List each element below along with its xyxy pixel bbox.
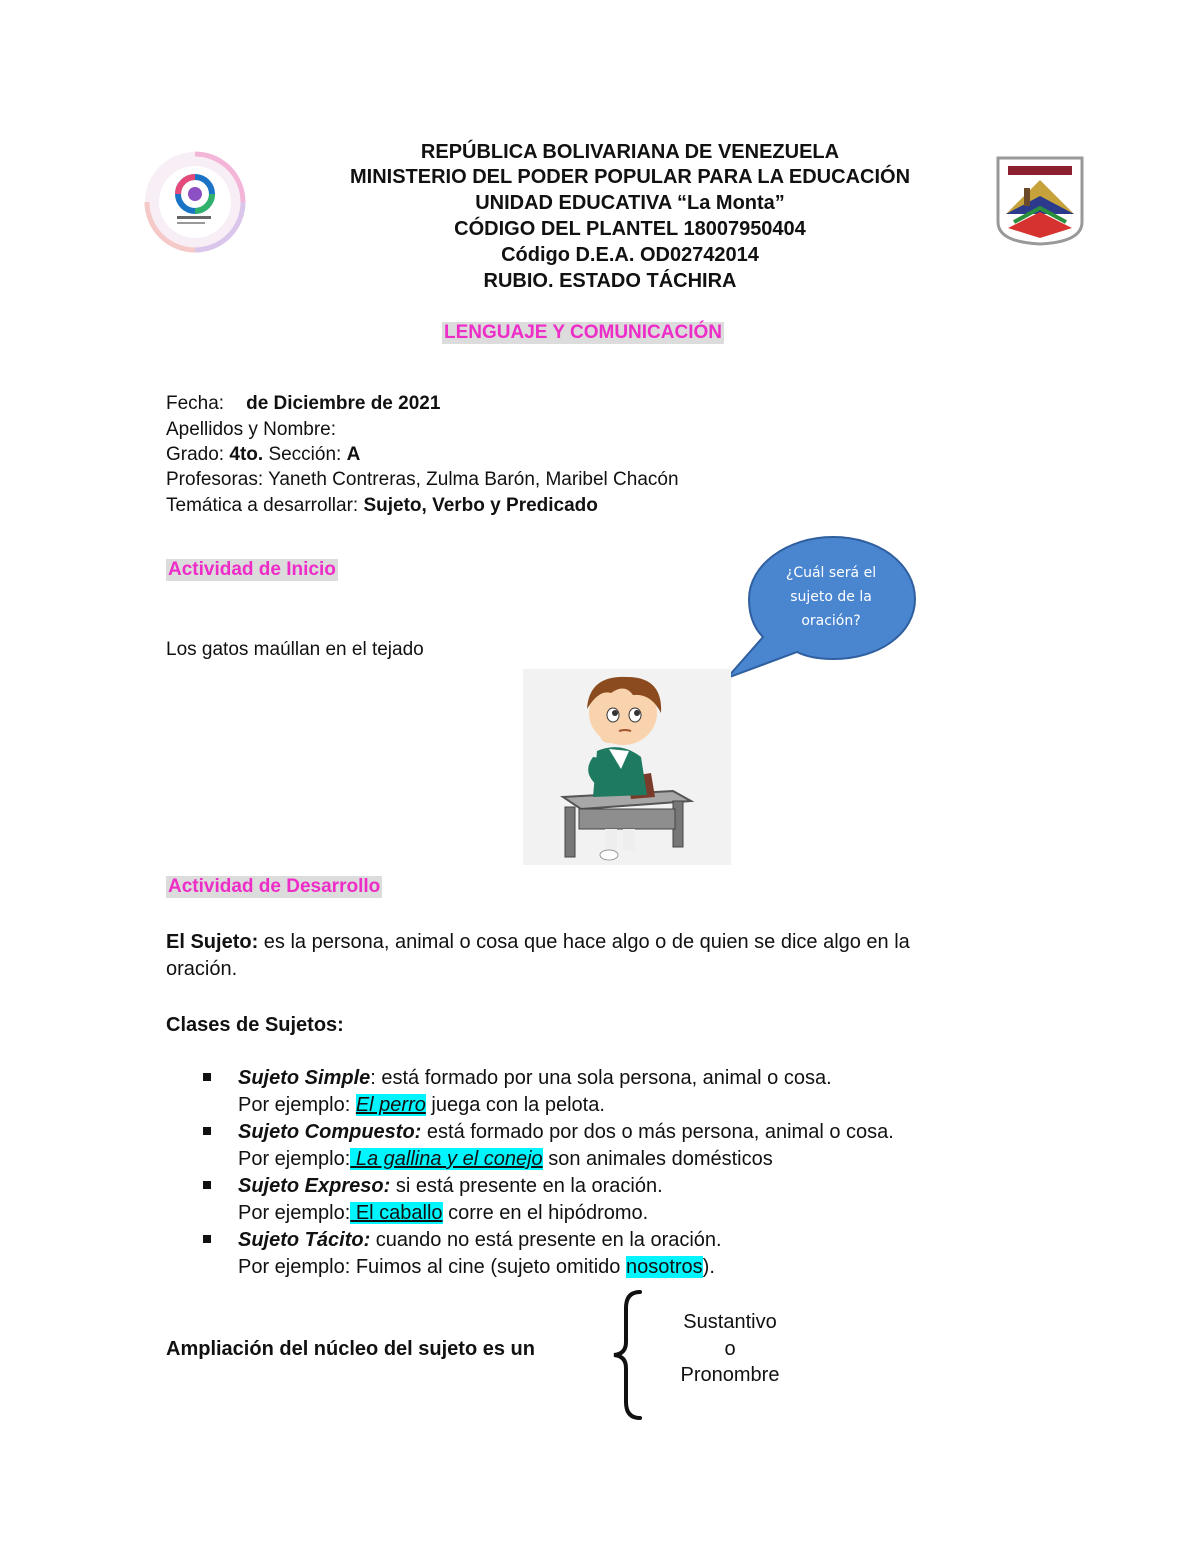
header-republic: REPÚBLICA BOLIVARIANA DE VENEZUELA bbox=[420, 141, 840, 163]
thinking-student-illustration bbox=[523, 669, 731, 865]
item-desc: está formado por dos o más persona, animal o cosa. bbox=[421, 1121, 894, 1143]
tematica-line bbox=[166, 493, 598, 518]
item-term: Sujeto Expreso: bbox=[238, 1175, 391, 1197]
example-highlight: El caballo bbox=[350, 1202, 443, 1224]
bubble-text: ¿Cuál será el sujeto de la oración? bbox=[785, 565, 877, 629]
sujeto-definition bbox=[166, 929, 1056, 983]
speech-bubble bbox=[715, 533, 920, 683]
grado-label: Grado: bbox=[166, 444, 225, 465]
item-desc: cuando no está presente en la oración. bbox=[370, 1229, 722, 1251]
fecha-line bbox=[166, 391, 440, 416]
example-prefix: Por ejemplo: bbox=[238, 1202, 351, 1224]
example-highlight: La gallina y el conejo bbox=[350, 1148, 543, 1170]
example-rest: corre en el hipódromo. bbox=[442, 1202, 649, 1224]
list-item-tacito bbox=[238, 1227, 722, 1281]
definition-text-cont: oración. bbox=[166, 958, 238, 980]
seccion-value: A bbox=[346, 444, 361, 465]
header-ministry: MINISTERIO DEL PODER POPULAR PARA LA EDUCACIÓN bbox=[349, 166, 911, 188]
nombre-label: Apellidos y Nombre: bbox=[166, 419, 337, 440]
example-highlight: nosotros bbox=[625, 1256, 703, 1278]
item-term: Sujeto Tácito: bbox=[238, 1229, 371, 1251]
desarrollo-heading: Actividad de Desarrollo bbox=[168, 876, 381, 897]
header-location: RUBIO. ESTADO TÁCHIRA bbox=[483, 270, 737, 292]
item-term: Sujeto Compuesto: bbox=[238, 1121, 422, 1143]
list-item-expreso bbox=[238, 1173, 663, 1227]
header-dea-code: Código D.E.A. OD02742014 bbox=[501, 244, 759, 266]
example-rest: juega con la pelota. bbox=[425, 1094, 605, 1116]
fecha-label: Fecha: bbox=[166, 393, 225, 414]
tematica-value: Sujeto, Verbo y Predicado bbox=[363, 495, 598, 516]
bullet-marker bbox=[203, 1073, 211, 1081]
fecha-value: de Diciembre de 2021 bbox=[246, 393, 441, 414]
bullet-marker bbox=[203, 1127, 211, 1135]
profesoras-line: Profesoras: Yaneth Contreras, Zulma Barón, Maribel Chacón bbox=[166, 469, 679, 490]
seccion-label: Sección: bbox=[268, 444, 342, 465]
grado-line bbox=[166, 442, 360, 467]
list-item-compuesto bbox=[238, 1119, 894, 1173]
tematica-label: Temática a desarrollar: bbox=[166, 495, 359, 516]
header-school: UNIDAD EDUCATIVA “La Monta” bbox=[475, 192, 785, 214]
header-plantel-code: CÓDIGO DEL PLANTEL 18007950404 bbox=[454, 218, 806, 240]
inicio-heading: Actividad de Inicio bbox=[168, 559, 336, 580]
example-prefix: Por ejemplo: bbox=[238, 1148, 351, 1170]
inicio-sentence: Los gatos maúllan en el tejado bbox=[166, 639, 424, 660]
bullet-marker bbox=[203, 1181, 211, 1189]
item-desc: si está presente en la oración. bbox=[390, 1175, 663, 1197]
definition-text: es la persona, animal o cosa que hace algo o de quien se dice algo en la bbox=[263, 931, 910, 953]
example-prefix: Por ejemplo: bbox=[238, 1094, 356, 1116]
grado-value: 4to. bbox=[229, 444, 264, 465]
bullet-marker bbox=[203, 1235, 211, 1243]
clases-title: Clases de Sujetos: bbox=[166, 1014, 344, 1036]
item-term: Sujeto Simple bbox=[238, 1067, 371, 1089]
example-rest: son animales domésticos bbox=[542, 1148, 773, 1170]
definition-term: El Sujeto: bbox=[166, 931, 259, 953]
item-desc: está formado por una sola persona, animal o cosa. bbox=[375, 1067, 832, 1089]
subject-title: LENGUAJE Y COMUNICACIÓN bbox=[444, 322, 722, 343]
brace-item-sustantivo: Sustantivo bbox=[683, 1311, 777, 1333]
item-sep: : bbox=[370, 1067, 376, 1089]
example-highlight: El perro bbox=[355, 1094, 426, 1116]
ampliacion-text: Ampliación del núcleo del sujeto es un bbox=[166, 1338, 535, 1360]
brace-item-o: o bbox=[724, 1338, 736, 1360]
list-item-simple bbox=[238, 1065, 832, 1119]
example-rest: ). bbox=[702, 1256, 715, 1278]
curly-brace bbox=[606, 1288, 646, 1422]
example-prefix: Por ejemplo: Fuimos al cine (sujeto omitido bbox=[238, 1256, 626, 1278]
brace-item-pronombre: Pronombre bbox=[680, 1364, 780, 1386]
